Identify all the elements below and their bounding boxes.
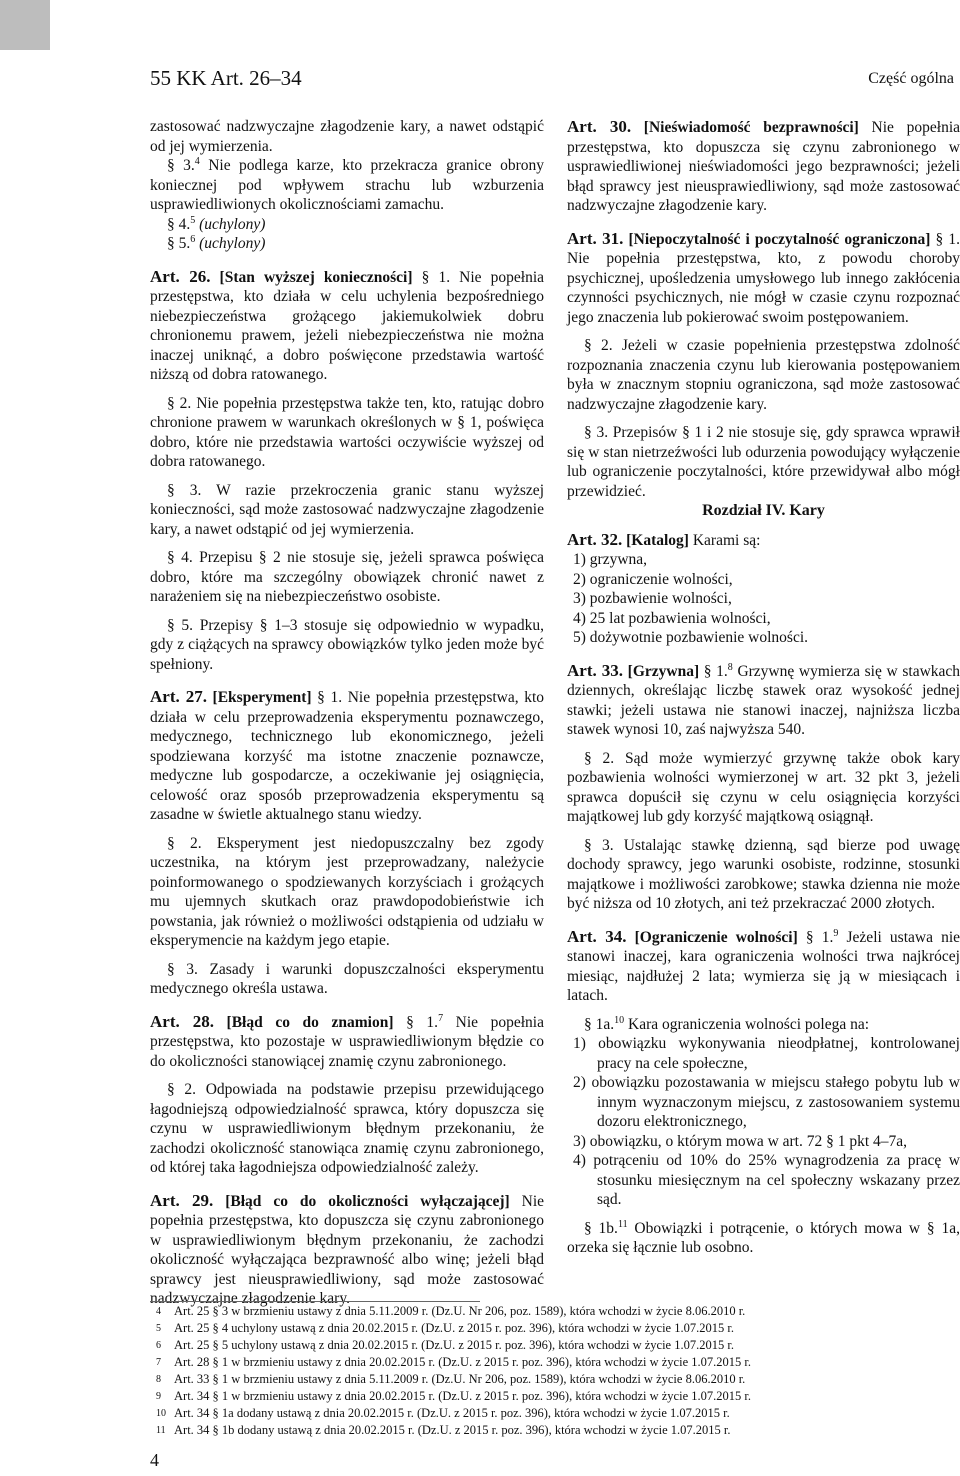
paragraph: § 3. Zasady i warunki dopuszczalności eksperymentu medycznego określa ustawa. (150, 960, 544, 997)
footnote: 8 Art. 33 § 1 w brzmieniu ustawy z dnia 5.11.2009 r. (Dz.U. Nr 206, poz. 1589), która wchodzi w życie 8.06.2010 r. (156, 1372, 746, 1386)
paragraph: § 3. Ustalając stawkę dzienną, sąd bierze pod uwagę dochody sprawcy, jego warunki osobiste, rodzinne, stosunki majątkowe i możliwości zarobkowe; stawka dzienna nie może być niższa od 10 złotych, ani też przekraczać 2000 złotych. (567, 836, 960, 912)
article-34: Art. 34. [Ograniczenie wolności] § 1.$^9$ Jeżeli ustawa nie stanowi inaczej, kara ograniczenia wolności trwa najkrócej miesiąc, najdłużej 2 lata; wymierza się ją w miesiącach i latach. (567, 926, 960, 1004)
footnote: 7 Art. 28 § 1 w brzmieniu ustawy z dnia 20.02.2015 r. (Dz.U. z 2015 r. poz. 396), która wchodzi w życie 1.07.2015 r. (156, 1355, 751, 1369)
list-item: 4) potrąceniu od 10% do 25% wynagrodzenia za pracę w stosunku miesięcznym na cel społeczny wskazany przez sąd. (573, 1152, 960, 1208)
paragraph: § 2. Jeżeli w czasie popełnienia przestępstwa zdolność rozpoznania znaczenia czynu lub kierowania postępowaniem była w znacznym stopniu ograniczona, sąd może zastosować nadzwyczajne złagodzenie kary. (567, 337, 960, 413)
list-item: 4) 25 lat pozbawienia wolności, (573, 609, 771, 627)
footnote-separator (150, 1301, 480, 1302)
list-item: 3) obowiązku, o którym mowa w art. 72 § 1 pkt 4–7a, (573, 1132, 908, 1150)
list-item: 2) ograniczenie wolności, (573, 570, 733, 588)
article-26: Art. 26. [Stan wyższej konieczności] § 1. Nie popełnia przestępstwa, kto działa w celu uchylenia bezpośredniego niebezpieczeństwa grożącego jakiemukolwiek dobru chronionemu prawem, jeżeli niebezpieczeństwa nie można inaczej uniknąć, a dobro poświęcone przedstawia wartość niższą od dobra ratowanego. (150, 266, 545, 383)
paragraph: § 2. Nie popełnia przestępstwa także ten, kto, ratując dobro chronione prawem w warunkach określonych w § 1, poświęca dobro, które nie przedstawia wartości oczywiście wyższej od dobra ratowanego. (150, 394, 544, 470)
chapter-heading: Rozdział IV. Kary (702, 502, 825, 519)
paragraph: § 4.$^5$ (uchylony) (167, 214, 266, 233)
list-item: 5) dożywotnie pozbawienie wolności. (573, 629, 809, 646)
corner-tab (0, 0, 50, 50)
list-item: 3) pozbawienie wolności, (573, 590, 732, 607)
footnote: 5 Art. 25 § 4 uchylony ustawą z dnia 20.02.2015 r. (Dz.U. z 2015 r. poz. 396), która wchodzi w życie 1.07.2015 r. (156, 1321, 734, 1335)
page-number: 4 (150, 1450, 159, 1470)
paragraph: § 2. Odpowiada na podstawie przepisu przewidującego łagodniejszą odpowiedzialność sprawca, który dopuszcza się czynu w usprawiedliwionym błędnym przekonaniu, że zachodzi okoliczność stanowiąca znamię czynu zabronionego, od której taka łagodniejsza odpowiedzialność zależy. (150, 1081, 544, 1176)
right-column (567, 117, 960, 1258)
article-27: Art. 27. [Eksperyment] § 1. Nie popełnia przestępstwa, kto działa w celu przeprowadzenia eksperymentu poznawczego, medycznego, technicznego lub ekonomicznego, jeżeli spodziewana korzyść ma istotne znaczenie poznawcze, medyczne lub gospodarcze, a oczekiwanie jej osiągnięcia, celowość oraz sposób przeprowadzenia eksperymentu są zasadne w świetle aktualnego stanu wiedzy. (150, 687, 544, 823)
article-32: Art. 32. [Katalog] Karami są: (567, 529, 761, 549)
paragraph: § 4. Przepisu § 2 nie stosuje się, jeżeli sprawca poświęca dobro, które ma szczególny obowiązek chronić nawet z narażeniem się na niebezpieczeństwo osobiste. (150, 549, 544, 605)
list-item: 1) grzywna, (573, 551, 648, 568)
paragraph: § 3. W razie przekroczenia granic stanu wyższej konieczności, sąd może zastosować nadzwyczajne złagodzenie kary, a nawet odstąpić od jej wymierzenia. (150, 481, 544, 538)
footnote: 10 Art. 34 § 1a dodany ustawą z dnia 20.02.2015 r. (Dz.U. z 2015 r. poz. 396), która wchodzi w życie 1.07.2015 r. (156, 1406, 730, 1420)
paragraph: § 2. Sąd może wymierzyć grzywnę także obok kary pozbawienia wolności wymierzonej w art. 32 pkt 3, jeżeli sprawca dopuścił się czynu w celu osiągnięcia korzyści majątkowej lub gdy korzyść majątkową osiągnął. (567, 749, 960, 825)
footnote: 9 Art. 34 § 1 w brzmieniu ustawy z dnia 20.02.2015 r. (Dz.U. z 2015 r. poz. 396), która wchodzi w życie 1.07.2015 r. (156, 1389, 751, 1403)
article-33: Art. 33. [Grzywna] § 1.$^8$ Grzywnę wymierza się w stawkach dziennych, określając liczbę stawek oraz wysokość jednej stawki; jeżeli ustawa nie stanowi inaczej, najniższa liczba stawek wynosi 10, zaś najwyższa 540. (567, 660, 960, 738)
penalty-list (567, 550, 960, 648)
footnote: 11 Art. 34 § 1b dodany ustawą z dnia 20.02.2015 r. (Dz.U. z 2015 r. poz. 396), która wchodzi w życie 1.07.2015 r. (156, 1423, 731, 1437)
paragraph: § 2. Eksperyment jest niedopuszczalny bez zgody uczestnika, na którym jest przeprowadzany, należycie poinformowanego o spodziewanych korzyściach i grożących mu ujemnych skutkach oraz prawdopodobieństwie ich powstania, jak również o możliwości odstąpienia od udziału w eksperymencie na każdym jego etapie. (150, 834, 544, 949)
article-31: Art. 31. [Niepoczytalność i poczytalność ograniczona] § 1. Nie popełnia przestępstwa, kto, z powodu choroby psychicznej, upośledzenia umysłowego lub innego zakłócenia czynności psychicznych, nie mógł w czasie czynu rozpoznać jego znaczenia lub pokierować swoim postępowaniem. (567, 228, 960, 326)
paragraph: § 5. Przepisy § 1–3 stosuje się odpowiednio w wypadku, gdy z ciążących na sprawcy obowiązków tylko jeden może być spełniony. (150, 616, 544, 673)
running-header-left: 55 KK Art. 26–34 (150, 66, 302, 90)
left-column (150, 117, 544, 1309)
running-header-right: Część ogólna (868, 70, 954, 87)
restriction-list (567, 1034, 960, 1210)
paragraph: § 1b.$^{11}$ Obowiązki i potrącenie, o których mowa w § 1a, orzeka się łącznie lub osobno. (567, 1218, 960, 1256)
list-item: 1) obowiązku wykonywania nieodpłatnej, kontrolowanej pracy na cele społeczne, (573, 1035, 960, 1072)
paragraph: § 1a.$^{10}$ Kara ograniczenia wolności polega na: (584, 1014, 870, 1033)
article-28: Art. 28. [Błąd co do znamion] § 1.$^7$ Nie popełnia przestępstwa, kto pozostaje w usprawiedliwionym błędzie co do okoliczności stanowiącej znamię czynu zabronionego. (150, 1011, 544, 1070)
footnotes (156, 1303, 946, 1439)
footnote: 6 Art. 25 § 5 uchylony ustawą z dnia 20.02.2015 r. (Dz.U. z 2015 r. poz. 396), która wchodzi w życie 1.07.2015 r. (156, 1338, 734, 1352)
paragraph: § 5.$^6$ (uchylony) (167, 233, 266, 252)
article-30: Art. 30. [Nieświadomość bezprawności] Nie popełnia przestępstwa, kto dopuszcza się czynu zabronionego w usprawiedliwionej nieświadomości jego bezprawności; jeżeli błąd sprawcy jest nieusprawiedliwiony, sąd może zastosować nadzwyczajne złagodzenie kary. (567, 117, 960, 214)
list-item: 2) obowiązku pozostawania w miejscu stałego pobytu lub w innym wyznaczonym miejscu, z zastosowaniem systemu dozoru elektronicznego, (573, 1074, 960, 1130)
paragraph: zastosować nadzwyczajne złagodzenie kary, a nawet odstąpić od jej wymierzenia. (150, 118, 544, 155)
paragraph: § 3.$^4$ Nie podlega karze, kto przekracza granice obrony koniecznej pod wpływem strachu lub wzburzenia usprawiedliwionych okolicznościami zamachu. (150, 155, 545, 213)
footnote: 4 Art. 25 § 3 w brzmieniu ustawy z dnia 5.11.2009 r. (Dz.U. Nr 206, poz. 1589), która wchodzi w życie 8.06.2010 r. (156, 1304, 746, 1318)
article-29: Art. 29. [Błąd co do okoliczności wyłączającej] Nie popełnia przestępstwa, kto dopuszcza się czynu zabronionego w usprawiedliwionym błędnym przekonaniu, że zachodzi okoliczność wyłączająca bezprawność albo winę; jeżeli błąd sprawcy jest nieusprawiedliwiony, sąd może zastosować nadzwyczajne złagodzenie kary. (150, 1190, 545, 1307)
paragraph: § 3. Przepisów § 1 i 2 nie stosuje się, gdy sprawca wprawił się w stan nietrzeźwości lub odurzenia powodujący wyłączenie lub ograniczenie poczytalności, które przewidywał albo mógł przewidzieć. (567, 424, 960, 500)
